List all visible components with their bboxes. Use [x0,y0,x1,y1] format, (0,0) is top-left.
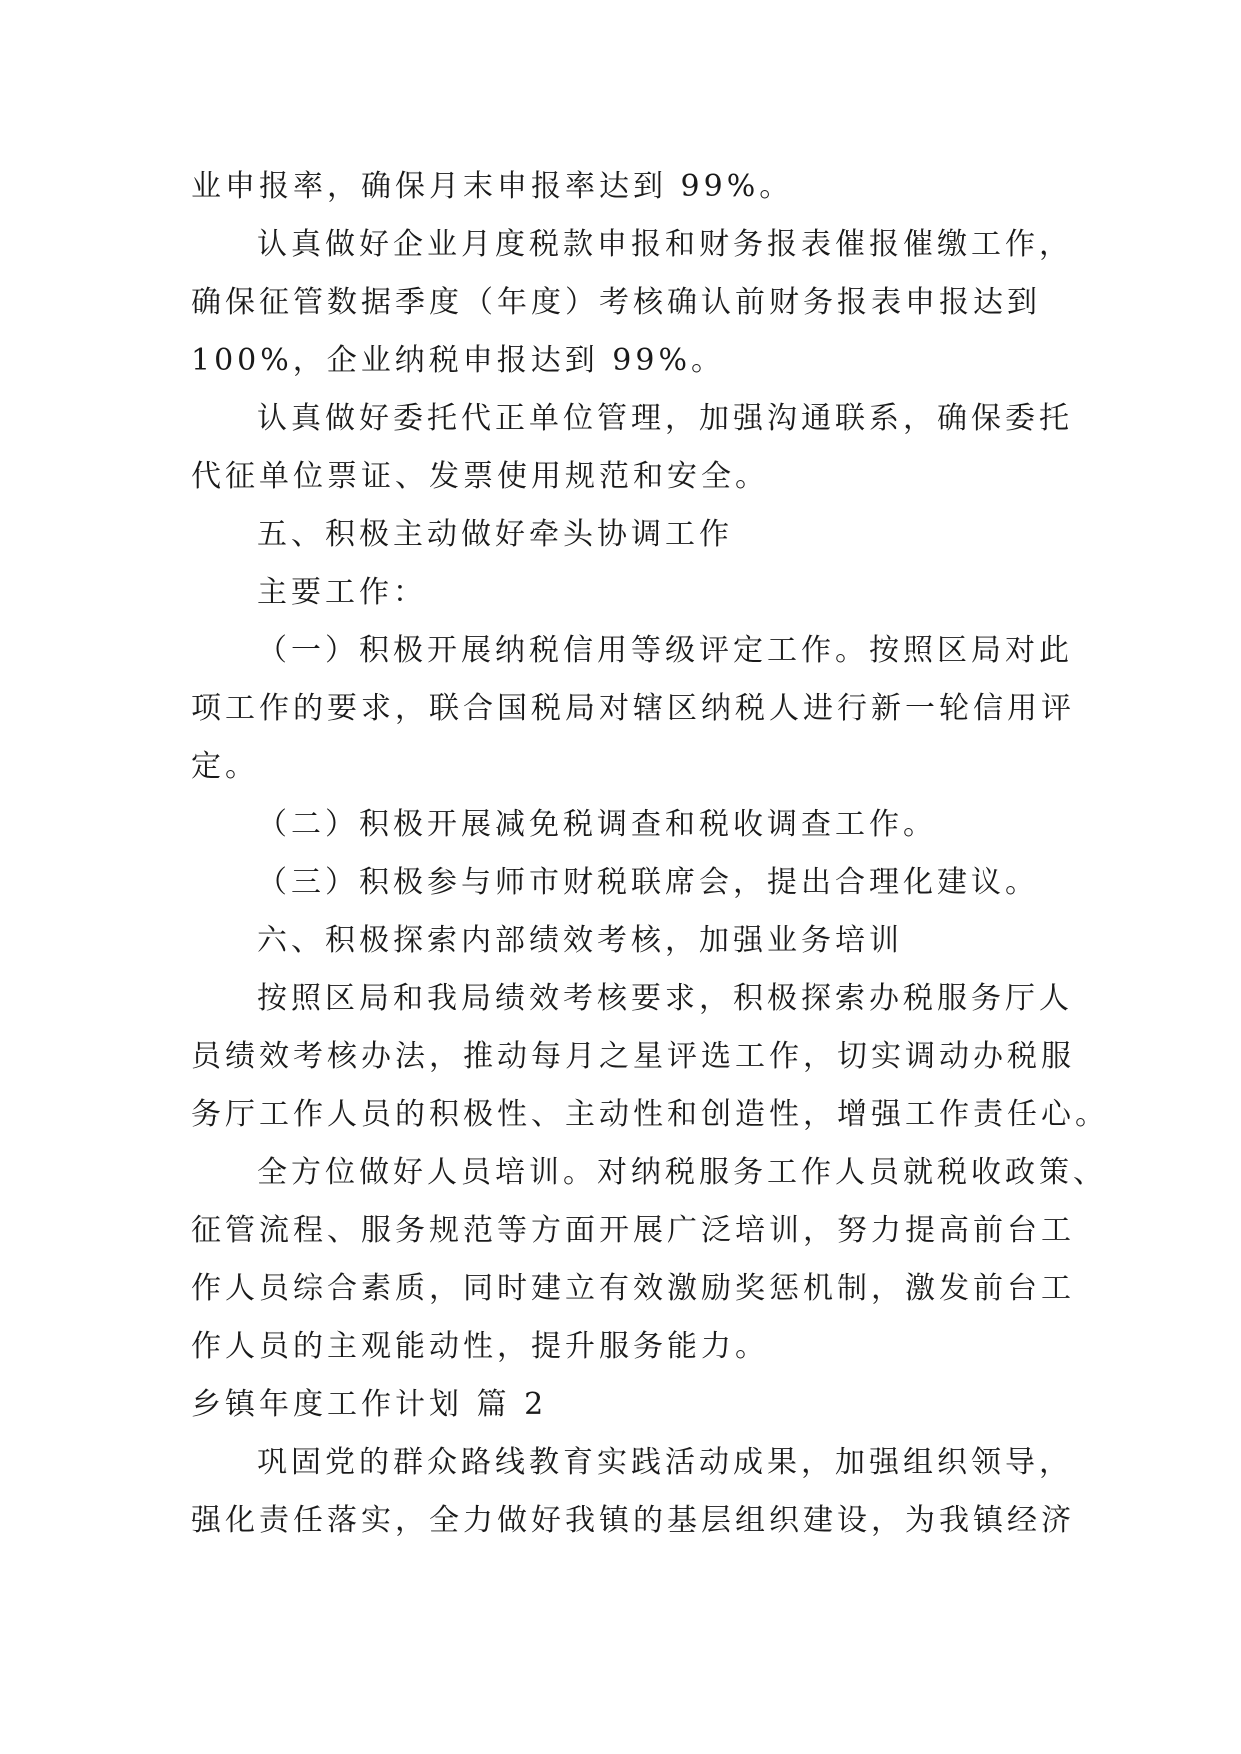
body-line: （二）积极开展减免税调查和税收调查工作。 [257,807,937,842]
body-line: 按照区局和我局绩效考核要求，积极探索办税服务厅人 [257,981,1073,1016]
body-line: 业申报率，确保月末申报率达到 99%。 [191,169,794,204]
body-line: 认真做好企业月度税款申报和财务报表催报催缴工作， [257,227,1073,262]
body-line: 作人员综合素质，同时建立有效激励奖惩机制，激发前台工 [191,1271,1075,1306]
body-line: 员绩效考核办法，推动每月之星评选工作，切实调动办税服 [191,1039,1075,1074]
article-title: 乡镇年度工作计划 篇 2 [191,1387,548,1422]
body-line: 作人员的主观能动性，提升服务能力。 [191,1329,769,1364]
body-line: （三）积极参与师市财税联席会，提出合理化建议。 [257,865,1039,900]
body-line: 代征单位票证、发票使用规范和安全。 [191,459,769,494]
document-body [191,158,1109,1550]
body-line: 全方位做好人员培训。对纳税服务工作人员就税收政策、 [257,1155,1107,1190]
body-line: （一）积极开展纳税信用等级评定工作。按照区局对此 [257,633,1073,668]
body-line: 务厅工作人员的积极性、主动性和创造性，增强工作责任心。 [191,1097,1109,1132]
section-heading: 五、积极主动做好牵头协调工作 [257,517,733,552]
body-line: 定。 [191,749,259,784]
body-line: 征管流程、服务规范等方面开展广泛培训，努力提高前台工 [191,1213,1075,1248]
body-line: 认真做好委托代正单位管理，加强沟通联系，确保委托 [257,401,1073,436]
body-line: 项工作的要求，联合国税局对辖区纳税人进行新一轮信用评 [191,691,1075,726]
subheading: 主要工作： [257,575,427,610]
section-heading: 六、积极探索内部绩效考核，加强业务培训 [257,923,903,958]
body-line: 100%，企业纳税申报达到 99%。 [191,343,725,378]
body-line: 巩固党的群众路线教育实践活动成果，加强组织领导， [257,1445,1073,1480]
body-line: 确保征管数据季度（年度）考核确认前财务报表申报达到 [191,285,1041,320]
body-line: 强化责任落实，全力做好我镇的基层组织建设，为我镇经济 [191,1503,1075,1538]
